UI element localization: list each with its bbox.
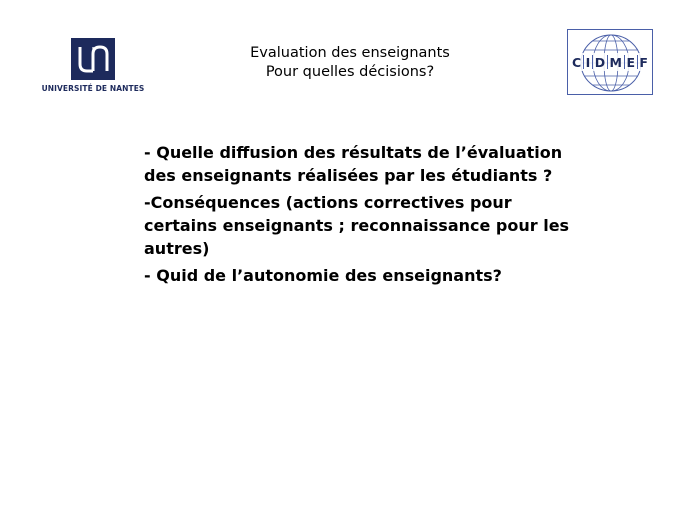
slide-body	[144, 141, 584, 291]
cidmef-letter: M	[609, 54, 622, 70]
bullet-item: -Conséquences (actions correctives pour certains enseignants ; reconnaissance pour les autres)	[144, 193, 570, 258]
universite-de-nantes-logo	[41, 38, 145, 98]
bullet-item: - Quid de l’autonomie des enseignants?	[144, 266, 502, 285]
title-line-1: Evaluation des enseignants	[250, 45, 450, 61]
cidmef-letters	[571, 53, 649, 71]
university-name: UNIVERSITÉ DE NANTES	[41, 84, 145, 93]
cidmef-letter: C	[572, 54, 582, 70]
title-line-2: Pour quelles décisions?	[265, 64, 435, 80]
un-monogram-icon	[71, 38, 115, 80]
bullet-item: - Quelle diffusion des résultats de l’évaluation des enseignants réalisées par les étudiants ?	[144, 143, 563, 185]
cidmef-letter: E	[626, 54, 635, 70]
slide-title	[200, 44, 500, 82]
cidmef-letter: F	[639, 54, 648, 70]
cidmef-logo	[567, 29, 653, 95]
cidmef-letter: I	[585, 54, 591, 70]
cidmef-letter: D	[594, 54, 606, 70]
